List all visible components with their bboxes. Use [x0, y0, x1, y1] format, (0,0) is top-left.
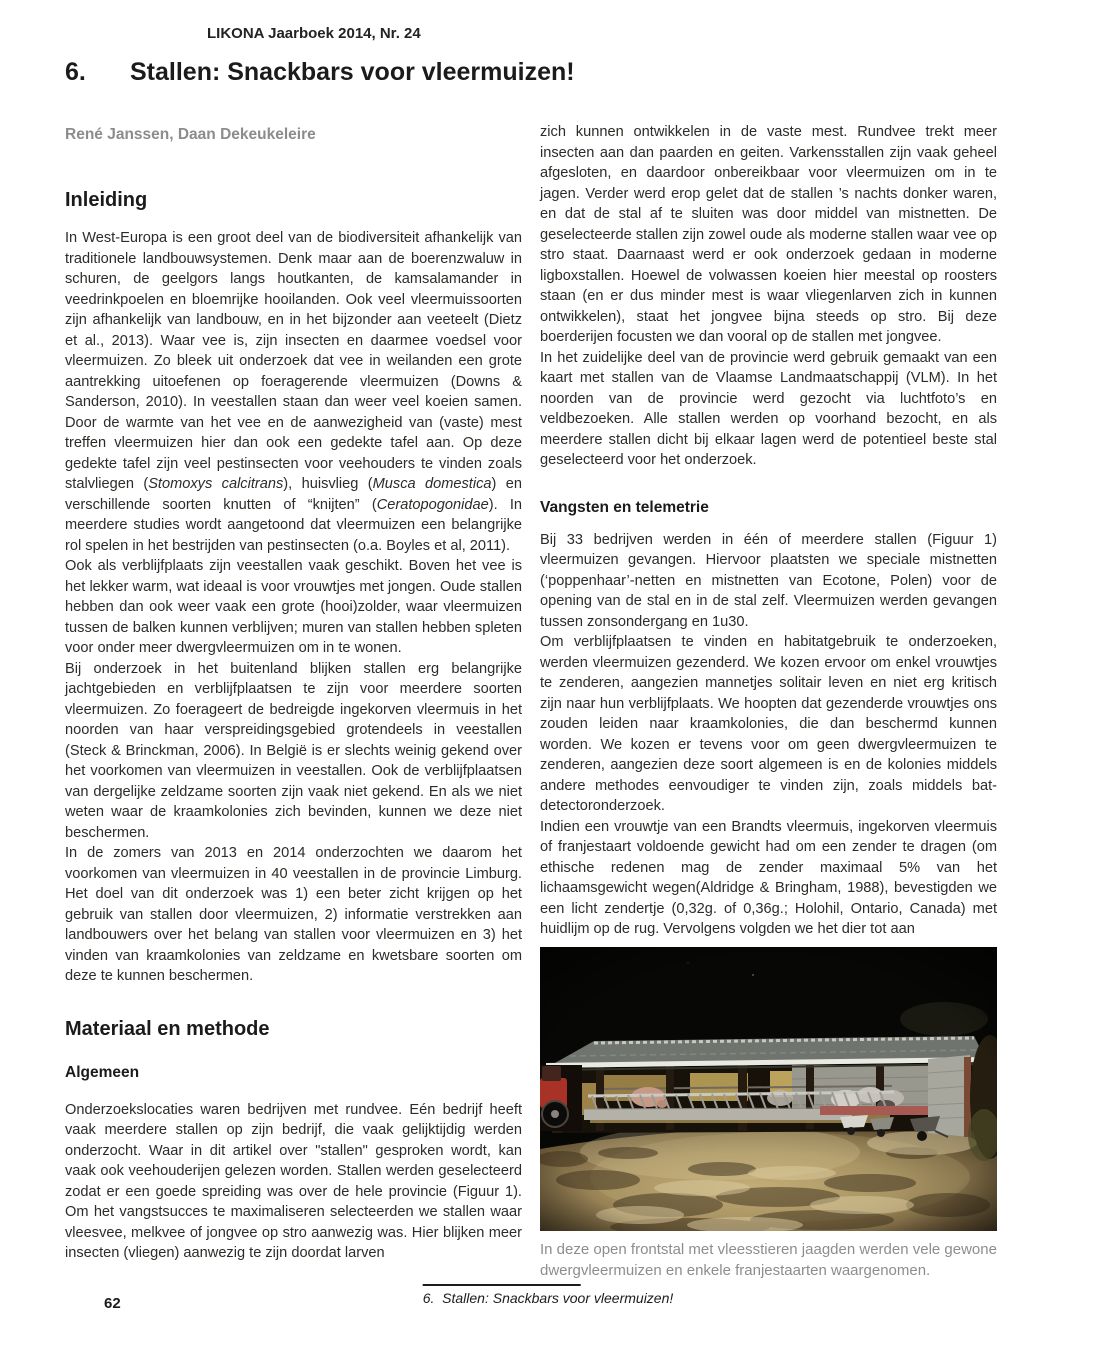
paragraph: In West-Europa is een groot deel van de biodiversiteit afhankelijk van traditionele landbouwsystemen. Denk maar aan de boerenzwaluw in schuren, de geelgors langs houtkanten, de kamsalamander in veedrinkpoelen en bloemrijke hooilanden. Ook veel vleermuissoorten zijn afhankelijk van landbouw, en in het bijzonder aan veeteelt (Dietz et al., 2013). Waar vee is, zijn insecten en daarmee voedsel voor vleermuizen. Zo bleek uit onderzoek dat vee in weilanden een grote aantrekking uitoefenen op foeragerende vleermuizen (Downs & Sanderson, 2010). In veestallen staan dan weer veel koeien samen. Door de warmte van het vee en de aanwezigheid van (vaste) mest treffen vleermuizen hier dan ook een gedekte tafel aan. Op deze gedekte tafel zijn veel pestinsecten voor veehouders te vinden zoals stalvliegen (Stomoxys calcitrans), huisvlieg (Musca domestica) en verschillende soorten knutten of “knijten” (Ceratopogonidae). In meerdere studies wordt aangetoond dat vleermuizen een belangrijke rol spelen in het bestrijden van pestinsecten (o.a. Boyles et al, 2011). — [65, 230, 522, 554]
footer-page-number: 62 — [104, 1295, 121, 1312]
paragraph: Bij onderzoek in het buitenland blijken stallen erg belangrijke jachtgebieden en verblijfplaatsen te zijn voor meerdere soorten vleermuizen. Zo foerageert de bedreigde ingekorven vleermuis in het noorden van haar verspreidingsgebied grotendeels in veestallen (Steck & Brinckman, 2006). In België is er slechts weinig gekend over het voorkomen van vleermuizen in veestallen. Ook de verblijfplaatsen van dergelijke zeldzame soorten zijn vaak niet gekend. En als we niet weten waar de kraamkolonies zich bevinden, kunnen we deze niet beschermen. — [65, 660, 522, 841]
photo-caption: In deze open frontstal met vleesstieren jaagden werden vele gewone dwergvleermuizen en enkele franjestaarten waargenomen. — [540, 1240, 997, 1279]
right-column — [540, 122, 997, 1281]
subsection-heading-vangsten: Vangsten en telemetrie — [540, 498, 709, 516]
footer-article-reference — [423, 1284, 674, 1306]
paragraph: In het zuidelijke deel van de provincie werd gebruik gemaakt van een kaart met stallen van de Vlaamse Landmaatschappij (VLM). In het noorden van de provincie werd gezocht via luchtfoto’s en veldbezoeken. Alle stallen werden op voorhand bezocht, en als meerdere stallen dicht bij elkaar lagen werd de potentieel beste stal geselecteerd voor het onderzoek. — [540, 349, 997, 468]
article-title-text: Stallen: Snackbars voor vleermuizen! — [130, 58, 575, 86]
paragraph: zich kunnen ontwikkelen in de vaste mest. Rundvee trekt meer insecten aan dan paarden en geiten. Varkensstallen zijn vaak geheel afgesloten, en daardoor onbereikbaar voor vleermuizen om in te jagen. Verder werd erop gelet dat de stallen ’s nachts donker waren, en dat de stal af te sluiten was door middel van mistnetten. De geselecteerde stallen zijn zowel oude als moderne stallen waar vee op stro staat. Daarnaast werd er ook onderzoek gedaan in moderne ligboxstallen. Hoewel de volwassen koeien hier meestal op roosters staan (en er dus minder mest is waar vliegenlarven zich in kunnen ontwikkelen), staat het jongvee bijna steeds op stro. Bij deze boerderijen focusten we dan vooral op de stallen met jongvee. — [540, 124, 997, 345]
paragraph: In de zomers van 2013 en 2014 onderzochten we daarom het voorkomen van vleermuizen in 40 veestallen in de provincie Limburg. Het doel van dit onderzoek was 1) een beter zicht krijgen op het gebruik van stallen door vleermuizen, 2) informatie verstrekken aan landbouwers over het belang van stallen voor vleermuizen en 3) het vinden van kraamkolonies van zeldzame en kwetsbare soorten om deze te kunnen beschermen. — [65, 845, 522, 984]
authors-line: René Janssen, Daan Dekeukeleire — [65, 126, 316, 143]
footer-reference-text: 6. Stallen: Snackbars voor vleermuizen! — [422, 1290, 674, 1306]
vignette-overlay — [540, 947, 997, 1231]
section-heading-inleiding: Inleiding — [65, 189, 148, 211]
paragraph: Onderzoekslocaties waren bedrijven met rundvee. Eén bedrijf heeft vaak meerdere stallen op zijn bedrijf, die vaak gelijktijdig werden onderzocht. Waar in dit artikel over "stallen" gesproken wordt, kan vaak ook veehouderijen gelezen worden. Stallen werden geselecteerd zodat er een goede spreiding was over de hele provincie (Figuur 1). Om het vangstsucces te maximaliseren selecteerden we stallen waar vleesvee, melkvee of jongvee op stro aanwezig was. Hier blijken meer insecten (vliegen) aanwezig te zijn doordat larven — [65, 1101, 522, 1261]
paragraph: Om verblijfplaatsen te vinden en habitatgebruik te onderzoeken, werden vleermuizen gezenderd. We kozen ervoor om enkel vrouwtjes te zenderen, aangezien mannetjes solitair leven en niet erg kritisch zijn naar hun verblijfplaats. We hoopten dat gezenderde vrouwtjes ons zouden leiden naar kraamkolonies, die dan beschermd kunnen worden. We kozen er tevens voor om geen dwergvleermuizen te zenderen, aangezien deze soort algemeen is en de kolonies middels andere methodes eenvoudiger te vinden zijn, zoals middels bat-detectoronderzoek. — [540, 634, 997, 814]
paragraph: Bij 33 bedrijven werden in één of meerdere stallen (Figuur 1) vleermuizen gevangen. Hiervoor plaatsten we speciale mistnetten (‘poppenhaar’-netten en mistnetten van Ecotone, Polen) voor de opening van de stal en in de stal zelf. Vleermuizen werden gevangen tussen zonsondergang en 1u30. — [540, 531, 997, 630]
stable-night-photo — [540, 947, 997, 1231]
stable-photo-illustration — [540, 947, 997, 1231]
paragraph: Indien een vrouwtje van een Brandts vleermuis, ingekorven vleermuis of franjestaart voldoende gewicht had om een zender te dragen (om ethische redenen mag de zender maximaal 5% van het lichaamsgewicht wegen(Aldridge & Bringham, 1988), bevestigden we een licht zendertje (0,32g. of 0,36g.; Holohil, Ontario, Canada) met huidlijm op de rug. Vervolgens volgden we het dier tot aan — [540, 818, 997, 937]
chapter-number: 6. — [65, 58, 86, 86]
article-title — [65, 58, 575, 87]
footer-rule — [423, 1284, 581, 1286]
journal-header: LIKONA Jaarboek 2014, Nr. 24 — [207, 25, 421, 42]
left-column — [65, 188, 522, 1264]
subsection-heading-algemeen: Algemeen — [65, 1063, 140, 1081]
paragraph: Ook als verblijfplaats zijn veestallen vaak geschikt. Boven het vee is het lekker warm, wat ideaal is voor vrouwtjes met jongen. Oude stallen hebben dan ook weer vaak een grote (hooi)zolder, waar vleermuizen tussen de balken kunnen verblijven; muren van stallen hebben spleten voor onder meer dwergvleermuizen om in te wonen. — [65, 558, 522, 656]
section-heading-materiaal: Materiaal en methode — [65, 1017, 270, 1040]
